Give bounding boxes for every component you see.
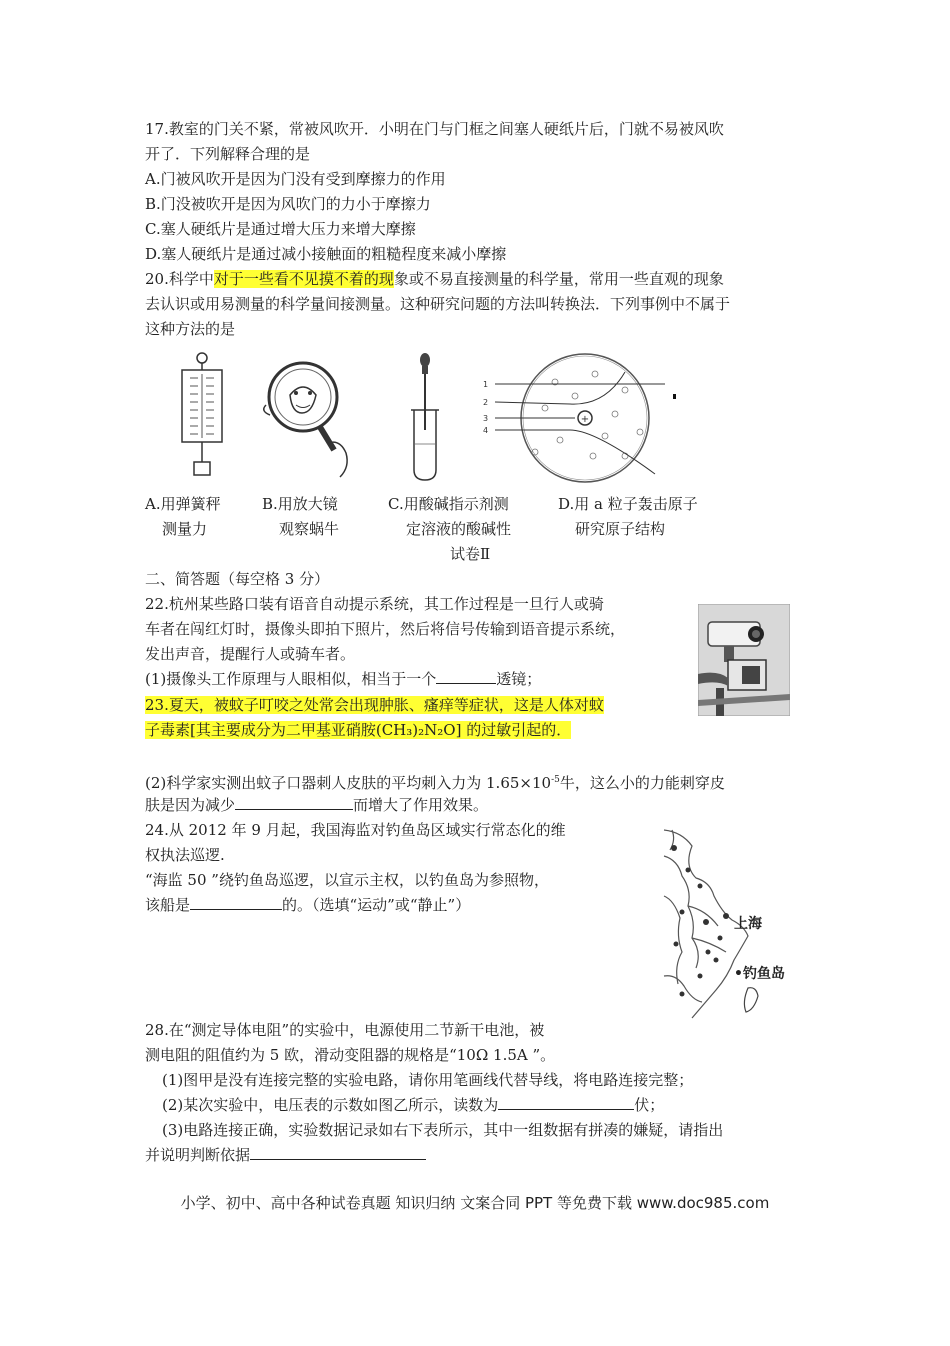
q23-answer-blank[interactable]	[235, 793, 353, 810]
page-footer: 小学、初中、高中各种试卷真题 知识归纳 文案合同 PPT 等免费下载 www.doc985.com	[180, 1194, 770, 1212]
caption-d-line2: 研究原子结构	[575, 520, 666, 538]
q17-line1: 17.教室的门关不紧，常被风吹开．小明在门与门框之间塞人硬纸片后，门就不易被风吹	[145, 120, 724, 138]
q20-highlight: 对于一些看不见摸不着的现	[213, 270, 394, 288]
q20-line3: 这种方法的是	[145, 320, 236, 338]
q20-line1	[145, 267, 724, 291]
q24-line4	[145, 893, 470, 917]
q23-line1-text: 23.夏天，被蚊子叮咬之处常会出现肿胀、瘙痒等症状，这是人体对蚊	[145, 696, 604, 714]
q28-line1: 28.在“测定导体电阻”的实验中，电源使用二节新干电池，被	[145, 1021, 545, 1039]
q17-option-a: A.门被风吹开是因为门没有受到摩擦力的作用	[145, 170, 446, 188]
traffic-camera-photo	[698, 604, 790, 716]
spring-balance-figure	[168, 350, 240, 482]
q17-option-b: B.门没被吹开是因为风吹门的力小于摩擦力	[145, 195, 431, 213]
q23-sub2-line2-pre: 肤是因为减少	[145, 796, 236, 814]
q17-option-c: C.塞人硬纸片是通过增大压力来增大摩擦	[145, 220, 416, 238]
q28-sub3-line2	[145, 1143, 426, 1167]
q23-sub2-line2	[145, 793, 488, 817]
q28-voltage-blank[interactable]	[498, 1093, 634, 1110]
q23-line2-text: 子毒素[其主要成分为二甲基亚硝胺(CH₃)₂N₂O] 的过敏引起的．	[145, 721, 572, 739]
q22-line2: 车者在闯红灯时，摄像头即拍下照片，然后将信号传输到语音提示系统，	[145, 620, 626, 638]
q24-line3: “海监 50 ”绕钓鱼岛巡逻，以宣示主权，以钓鱼岛为参照物，	[145, 871, 549, 889]
q28-reason-blank[interactable]	[250, 1143, 426, 1160]
q24-answer-blank[interactable]	[190, 893, 282, 910]
q28-sub1: (1)图甲是没有连接完整的实验电路，请你用笔画线代替导线，将电路连接完整；	[162, 1071, 694, 1089]
magnifier-figure	[258, 355, 358, 480]
dropper-test-tube-figure	[400, 352, 450, 484]
map-label-shanghai: 上海	[734, 916, 762, 932]
caption-d-line1: D.用 a 粒子轰击原子	[558, 495, 698, 513]
caption-a-line1: A.用弹簧秤	[145, 495, 221, 513]
caption-a-line2: 测量力	[162, 520, 208, 538]
q28-line2: 测电阻的阻值约为 5 欧，滑动变阻器的规格是“10Ω 1.5A ”。	[145, 1046, 556, 1064]
alpha-label-1: 1	[483, 380, 489, 389]
alpha-scattering-figure	[475, 352, 685, 484]
q23-line2	[145, 718, 571, 742]
q24-line4-pre: 该船是	[145, 896, 191, 914]
q22-answer-blank[interactable]	[436, 667, 496, 684]
q24-line2: 权执法巡逻.	[145, 846, 225, 864]
svg-text:+: +	[580, 414, 590, 425]
caption-c-line1: C.用酸碱指示剂测	[388, 495, 509, 513]
q28-sub2-pre: (2)某次实验中，电压表的示数如图乙所示，读数为	[162, 1096, 499, 1114]
q22-line3: 发出声音，提醒行人或骑车者。	[145, 645, 356, 663]
alpha-label-2: 2	[483, 398, 489, 407]
q22-sub1-pre: (1)摄像头工作原理与人眼相似，相当于一个	[145, 670, 437, 688]
q28-sub3-line2-text: 并说明判断依据	[145, 1146, 251, 1164]
alpha-label-4: 4	[483, 426, 489, 435]
map-label-diaoyu: •钓鱼岛	[734, 966, 785, 982]
q23-sub2-post: 牛，这么小的力能刺穿皮	[559, 774, 725, 792]
q20-line1-pre: 20.科学中	[145, 270, 214, 288]
q28-sub2-post: 伏；	[634, 1096, 665, 1114]
section-2-heading: 二、简答题（每空格 3 分）	[145, 570, 330, 588]
q22-sub1-post: 透镜；	[496, 670, 542, 688]
q23-sub2-pre: (2)科学家实测出蚊子口器刺人皮肤的平均刺入力为 1.65×10	[145, 774, 552, 792]
q23-sub2-exponent: -5	[551, 775, 560, 785]
q23-sub2-line2-post: 而增大了作用效果。	[353, 796, 489, 814]
q24-line4-post: 的。（选填“运动”或“静止”）	[282, 896, 471, 914]
q22-sub1	[145, 667, 541, 691]
q17-line2: 开了．下列解释合理的是	[145, 145, 311, 163]
q24-line1: 24.从 2012 年 9 月起，我国海监对钓鱼岛区域实行常态化的维	[145, 821, 566, 839]
caption-c-line2: 定溶液的酸碱性	[406, 520, 512, 538]
paper-2-title: 试卷Ⅱ	[450, 545, 491, 563]
q28-sub2	[162, 1093, 664, 1117]
q20-line1-post: 象或不易直接测量的科学量，常用一些直观的现象	[393, 270, 724, 288]
q23-sub2-line1	[145, 768, 725, 795]
q23-line1	[145, 693, 604, 717]
caption-b-line2: 观察蜗牛	[279, 520, 340, 538]
q20-line2: 去认识或用易测量的科学量间接测量。这种研究问题的方法叫转换法．下列事例中不属于	[145, 295, 731, 313]
east-china-map	[662, 826, 812, 1022]
q28-sub3-line1: (3)电路连接正确，实验数据记录如右下表所示，其中一组数据有拼凑的嫌疑，请指出	[162, 1121, 724, 1139]
q17-option-d: D.塞人硬纸片是通过减小接触面的粗糙程度来减小摩擦	[145, 245, 507, 263]
alpha-label-3: 3	[483, 414, 489, 423]
caption-b-line1: B.用放大镜	[262, 495, 338, 513]
q22-line1: 22.杭州某些路口装有语音自动提示系统，其工作过程是一旦行人或骑	[145, 595, 604, 613]
